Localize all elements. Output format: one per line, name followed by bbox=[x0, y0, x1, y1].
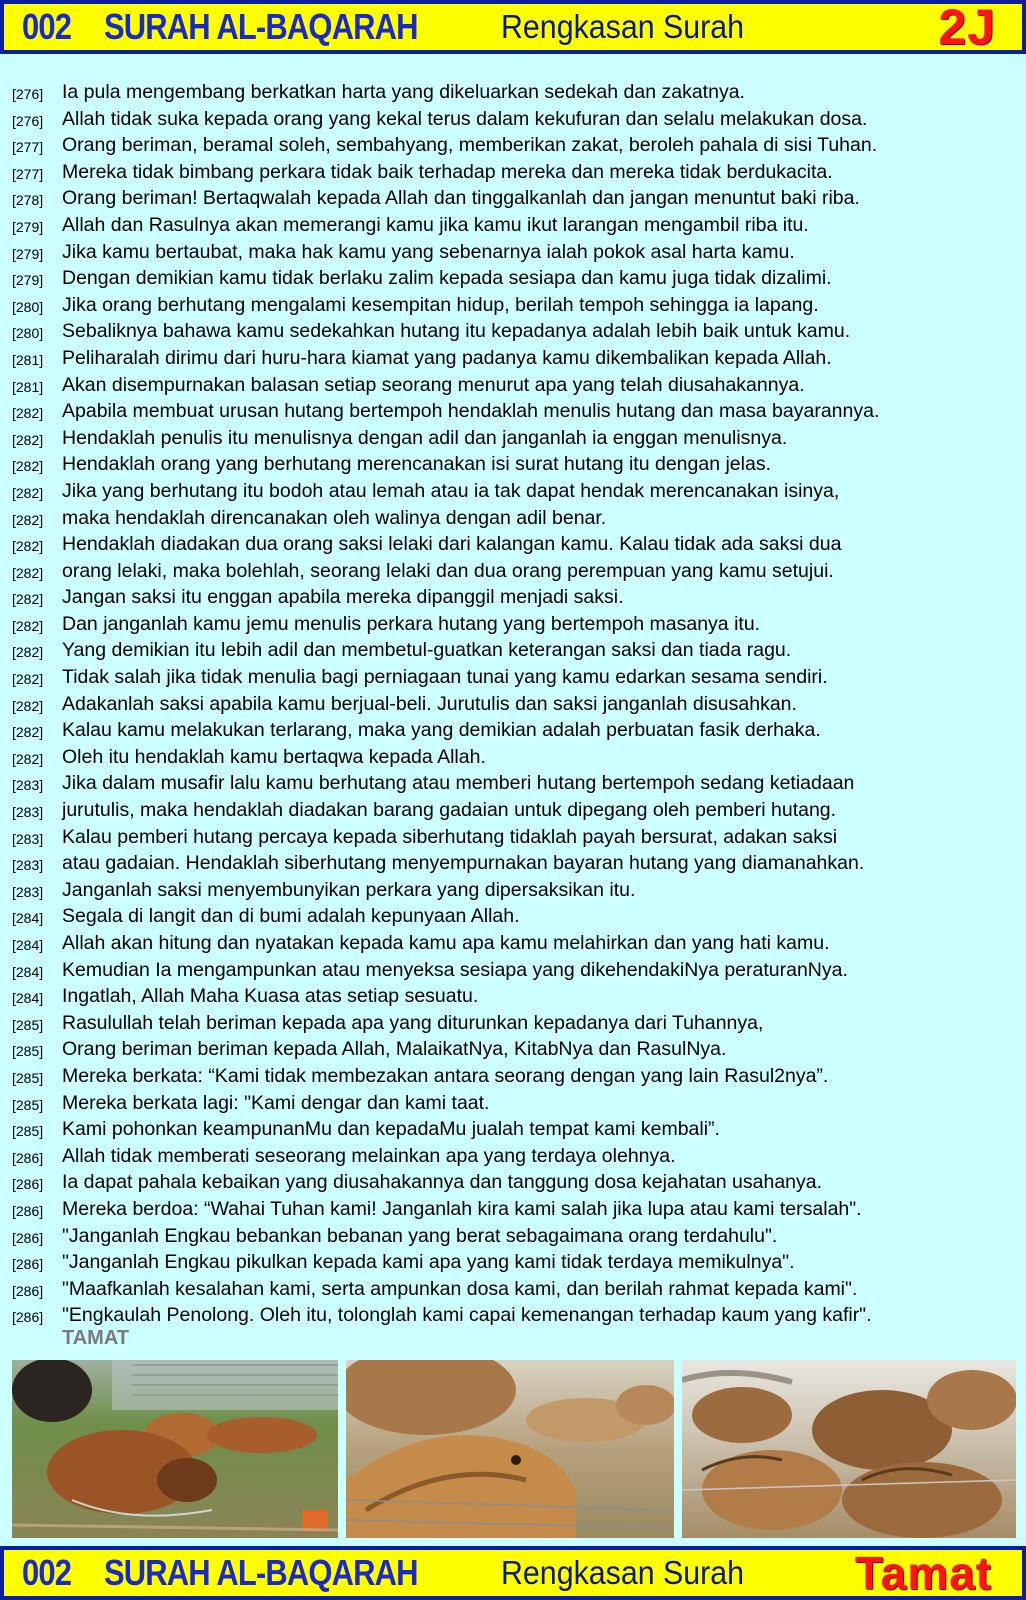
verse-ref: [280] bbox=[12, 325, 44, 342]
verse-ref: [283] bbox=[12, 830, 44, 847]
page-tag: 2J bbox=[938, 0, 996, 55]
summary-text: Dan janganlah kamu jemu menulis perkara hutang yang bertempoh masanya itu. bbox=[62, 612, 761, 635]
summary-text: Jika orang berhutang mengalami kesempitan hidup, berilah tempoh sehingga ia lapang. bbox=[62, 293, 819, 316]
verse-ref: [282] bbox=[12, 671, 44, 688]
verse-ref: [285] bbox=[12, 1069, 44, 1086]
summary-text: Orang beriman! Bertaqwalah kepada Allah dan tinggalkanlah dan jangan menuntut baki riba. bbox=[62, 187, 860, 210]
verse-ref: [279] bbox=[12, 218, 44, 235]
summary-line bbox=[0, 1064, 1026, 1091]
summary-line bbox=[0, 319, 1026, 346]
summary-line bbox=[0, 133, 1026, 160]
summary-text: Mereka berdoa: “Wahai Tuhan kami! Janganlah kira kami salah jika lupa atau kami tersalah". bbox=[62, 1197, 862, 1220]
summary-line bbox=[0, 373, 1026, 400]
verse-ref: [281] bbox=[12, 378, 44, 395]
summary-line bbox=[0, 426, 1026, 453]
summary-line bbox=[0, 1303, 1026, 1330]
cattle-photo bbox=[12, 1360, 338, 1538]
verse-ref: [284] bbox=[12, 963, 44, 980]
summary-text: Peliharalah dirimu dari huru-hara kiamat yang padanya kamu dikembalikan kepada Allah. bbox=[62, 346, 832, 369]
summary-line bbox=[0, 80, 1026, 107]
summary-line bbox=[0, 559, 1026, 586]
summary-line bbox=[0, 851, 1026, 878]
summary-text: Apabila membuat urusan hutang bertempoh hendaklah menulis hutang dan masa bayarannya. bbox=[62, 400, 880, 423]
summary-line bbox=[0, 1224, 1026, 1251]
summary-line bbox=[0, 346, 1026, 373]
verse-ref: [278] bbox=[12, 192, 44, 209]
summary-line bbox=[0, 1170, 1026, 1197]
verse-ref: [282] bbox=[12, 538, 44, 555]
verse-ref: [283] bbox=[12, 777, 44, 794]
summary-text: Jika dalam musafir lalu kamu berhutang atau memberi hutang bertempoh sedang ketiadaan bbox=[62, 772, 855, 795]
verse-ref: [277] bbox=[12, 139, 44, 156]
summary-line bbox=[0, 293, 1026, 320]
summary-text: Mereka berkata lagi: "Kami dengar dan kami taat. bbox=[62, 1091, 490, 1114]
verse-ref: [283] bbox=[12, 857, 44, 874]
end-label: TAMAT bbox=[62, 1327, 130, 1349]
verse-ref: [286] bbox=[12, 1282, 44, 1299]
summary-line bbox=[0, 692, 1026, 719]
summary-text: Orang beriman beriman kepada Allah, MalaikatNya, KitabNya dan RasulNya. bbox=[62, 1038, 727, 1061]
summary-line bbox=[0, 532, 1026, 559]
verse-ref: [284] bbox=[12, 937, 44, 953]
summary-line bbox=[0, 107, 1026, 134]
verse-ref: [279] bbox=[12, 245, 44, 262]
summary-text: Kalau pemberi hutang percaya kepada siberhutang tidaklah payah bersurat, adakan saksi bbox=[62, 825, 838, 848]
summary-line bbox=[0, 1144, 1026, 1171]
summary-line bbox=[0, 1197, 1026, 1224]
footer-tag: Tamat bbox=[854, 1547, 992, 1599]
summary-text: "Maafkanlah kesalahan kami, serta ampunkan dosa kami, dan berilah rahmat kepada kami". bbox=[62, 1277, 858, 1300]
summary-line bbox=[0, 931, 1026, 958]
surah-title: SURAH AL-BAQARAH bbox=[104, 6, 418, 47]
verse-ref: [286] bbox=[12, 1149, 44, 1166]
summary-text: Tidak salah jika tidak menulia bagi perniagaan tunai yang kamu edarkan sesama sendiri. bbox=[62, 666, 828, 689]
verse-ref: [285] bbox=[12, 1016, 44, 1033]
summary-text: Sebaliknya bahawa kamu sedekahkan hutang itu kepadanya adalah lebih baik untuk kamu. bbox=[62, 320, 851, 343]
summary-text: Jika kamu bertaubat, maka hak kamu yang sebenarnya ialah pokok asal harta kamu. bbox=[62, 240, 795, 263]
surah-number: 002 bbox=[22, 6, 72, 47]
summary-line bbox=[0, 878, 1026, 905]
summary-line bbox=[0, 213, 1026, 240]
summary-text: Allah tidak suka kepada orang yang kekal terus dalam kekufuran dan selalu melakukan dosa. bbox=[62, 107, 868, 130]
summary-line bbox=[0, 479, 1026, 506]
verse-ref: [284] bbox=[12, 910, 44, 927]
summary-text: Rasulullah telah beriman kepada apa yang diturunkan kepadanya dari Tuhannya, bbox=[62, 1011, 764, 1034]
summary-line bbox=[0, 160, 1026, 187]
photo-strip bbox=[12, 1360, 1016, 1538]
summary-text: orang lelaki, maka bolehlah, seorang lelaki dan dua orang perempuan yang kamu setujui. bbox=[62, 559, 834, 582]
summary-line bbox=[0, 718, 1026, 745]
summary-text: Jangan saksi itu enggan apabila mereka dipanggil menjadi saksi. bbox=[62, 586, 624, 609]
summary-line bbox=[0, 665, 1026, 692]
camel-closeup-photo bbox=[346, 1360, 674, 1538]
verse-ref: [282] bbox=[12, 644, 44, 661]
summary-text: Allah akan hitung dan nyatakan kepada kamu apa kamu melahirkan dan yang hati kamu. bbox=[62, 932, 830, 954]
verse-ref: [282] bbox=[12, 617, 44, 634]
summary-text: jurutulis, maka hendaklah diadakan barang gadaian untuk dipegang oleh pemberi hutang. bbox=[62, 799, 837, 822]
summary-text: Hendaklah diadakan dua orang saksi lelaki dari kalangan kamu. Kalau tidak ada saksi dua bbox=[62, 533, 842, 556]
summary-line bbox=[0, 1011, 1026, 1038]
header-subtitle: Rengkasan Surah bbox=[501, 8, 745, 45]
summary-line bbox=[0, 1037, 1026, 1064]
verse-ref: [282] bbox=[12, 511, 44, 528]
summary-text: Yang demikian itu lebih adil dan membetul-guatkan keterangan saksi dan tiada ragu. bbox=[62, 639, 792, 662]
verse-ref: [282] bbox=[12, 458, 44, 475]
verse-ref: [282] bbox=[12, 484, 44, 501]
summary-text: "Janganlah Engkau bebankan bebanan yang berat sebagaimana orang terdahulu". bbox=[62, 1224, 778, 1247]
footer-subtitle: Rengkasan Surah bbox=[501, 1554, 745, 1591]
summary-list bbox=[0, 80, 1026, 1330]
summary-line bbox=[0, 1277, 1026, 1304]
summary-line bbox=[0, 585, 1026, 612]
summary-text: Hendaklah penulis itu menulisnya dengan adil dan janganlah ia enggan menulisnya. bbox=[62, 426, 788, 449]
verse-ref: [282] bbox=[12, 405, 44, 422]
summary-text: Oleh itu hendaklah kamu bertaqwa kepada Allah. bbox=[62, 745, 486, 768]
summary-text: Adakanlah saksi apabila kamu berjual-beli. Jurutulis dan saksi janganlah disusahkan. bbox=[62, 692, 797, 715]
verse-ref: [284] bbox=[12, 990, 44, 1007]
summary-text: "Janganlah Engkau pikulkan kepada kami apa yang kami tidak terdaya memikulnya". bbox=[62, 1251, 795, 1274]
verse-ref: [276] bbox=[12, 112, 44, 129]
verse-ref: [282] bbox=[12, 750, 44, 767]
summary-text: Jika yang berhutang itu bodoh atau lemah atau ia tak dapat hendak merencanakan isinya, bbox=[62, 479, 840, 502]
verse-ref: [286] bbox=[12, 1256, 44, 1273]
verse-ref: [286] bbox=[12, 1229, 44, 1246]
summary-line bbox=[0, 1250, 1026, 1277]
verse-ref: [285] bbox=[12, 1096, 44, 1113]
verse-ref: [282] bbox=[12, 724, 44, 741]
verse-ref: [282] bbox=[12, 697, 44, 714]
verse-ref: [283] bbox=[12, 804, 44, 821]
summary-line bbox=[0, 1091, 1026, 1118]
summary-text: Ingatlah, Allah Maha Kuasa atas setiap sesuatu. bbox=[62, 985, 479, 1008]
verse-ref: [286] bbox=[12, 1309, 44, 1326]
summary-text: Kami pohonkan keampunanMu dan kepadaMu jualah tempat kami kembali”. bbox=[62, 1118, 720, 1141]
summary-line bbox=[0, 399, 1026, 426]
summary-text: Dengan demikian kamu tidak berlaku zalim kepada sesiapa dan kamu juga tidak dizalimi. bbox=[62, 267, 832, 290]
summary-line bbox=[0, 745, 1026, 772]
summary-text: "Engkaulah Penolong. Oleh itu, tolonglah kami capai kemenangan terhadap kaum yang kafir". bbox=[62, 1304, 872, 1327]
summary-text: atau gadaian. Hendaklah siberhutang menyempurnakan bayaran hutang yang diamanahkan. bbox=[62, 852, 865, 875]
verse-ref: [286] bbox=[12, 1176, 44, 1193]
summary-text: Kalau kamu melakukan terlarang, maka yang demikian adalah perbuatan fasik derhaka. bbox=[62, 719, 821, 742]
summary-line bbox=[0, 638, 1026, 665]
summary-text: Janganlah saksi menyembunyikan perkara yang dipersaksikan itu. bbox=[62, 878, 636, 901]
verse-ref: [282] bbox=[12, 591, 44, 608]
verse-ref: [283] bbox=[12, 883, 44, 900]
verse-ref: [285] bbox=[12, 1043, 44, 1060]
summary-line bbox=[0, 1117, 1026, 1144]
footer-banner bbox=[0, 1546, 1026, 1600]
summary-line bbox=[0, 506, 1026, 533]
verse-ref: [286] bbox=[12, 1202, 44, 1219]
summary-text: Ia dapat pahala kebaikan yang diusahakannya dan tanggung dosa kejahatan usahanya. bbox=[62, 1171, 823, 1194]
verse-ref: [279] bbox=[12, 272, 44, 289]
summary-line bbox=[0, 984, 1026, 1011]
summary-line bbox=[0, 186, 1026, 213]
summary-line bbox=[0, 958, 1026, 985]
summary-line bbox=[0, 452, 1026, 479]
summary-text: Allah tidak memberati seseorang melainkan apa yang terdaya olehnya. bbox=[62, 1144, 676, 1167]
summary-text: Kemudian Ia mengampunkan atau menyeksa sesiapa yang dikehendakiNya peraturanNya. bbox=[62, 958, 848, 981]
summary-line bbox=[0, 771, 1026, 798]
summary-text: Ia pula mengembang berkatkan harta yang dikeluarkan sedekah dan zakatnya. bbox=[62, 81, 745, 103]
summary-text: Akan disempurnakan balasan setiap seorang menurut apa yang telah diusahakannya. bbox=[62, 373, 805, 396]
footer-surah-title: SURAH AL-BAQARAH bbox=[104, 1552, 418, 1593]
summary-line bbox=[0, 825, 1026, 852]
verse-ref: [277] bbox=[12, 165, 44, 182]
verse-ref: [285] bbox=[12, 1123, 44, 1140]
footer-surah-number: 002 bbox=[22, 1552, 72, 1593]
verse-ref: [282] bbox=[12, 431, 44, 448]
summary-line bbox=[0, 240, 1026, 267]
verse-ref: [282] bbox=[12, 564, 44, 581]
verse-ref: [276] bbox=[12, 86, 44, 102]
header-banner bbox=[0, 0, 1026, 54]
verse-ref: [280] bbox=[12, 298, 44, 315]
summary-line bbox=[0, 798, 1026, 825]
summary-text: Orang beriman, beramal soleh, sembahyang, memberikan zakat, beroleh pahala di sisi Tuhan. bbox=[62, 134, 878, 157]
verse-ref: [281] bbox=[12, 351, 44, 368]
summary-text: maka hendaklah direncanakan oleh walinya dengan adil benar. bbox=[62, 506, 607, 529]
summary-text: Segala di langit dan di bumi adalah kepunyaan Allah. bbox=[62, 905, 520, 928]
summary-text: Hendaklah orang yang berhutang merencanakan isi surat hutang itu dengan jelas. bbox=[62, 453, 771, 476]
summary-text: Mereka tidak bimbang perkara tidak baik terhadap mereka dan mereka tidak berdukacita. bbox=[62, 160, 833, 183]
summary-text: Allah dan Rasulnya akan memerangi kamu jika kamu ikut larangan mengambil riba itu. bbox=[62, 213, 809, 236]
summary-line bbox=[0, 904, 1026, 931]
camel-herd-photo bbox=[682, 1360, 1016, 1538]
summary-line bbox=[0, 266, 1026, 293]
summary-text: Mereka berkata: “Kami tidak membezakan antara seorang dengan yang lain Rasul2nya”. bbox=[62, 1064, 829, 1087]
summary-line bbox=[0, 612, 1026, 639]
